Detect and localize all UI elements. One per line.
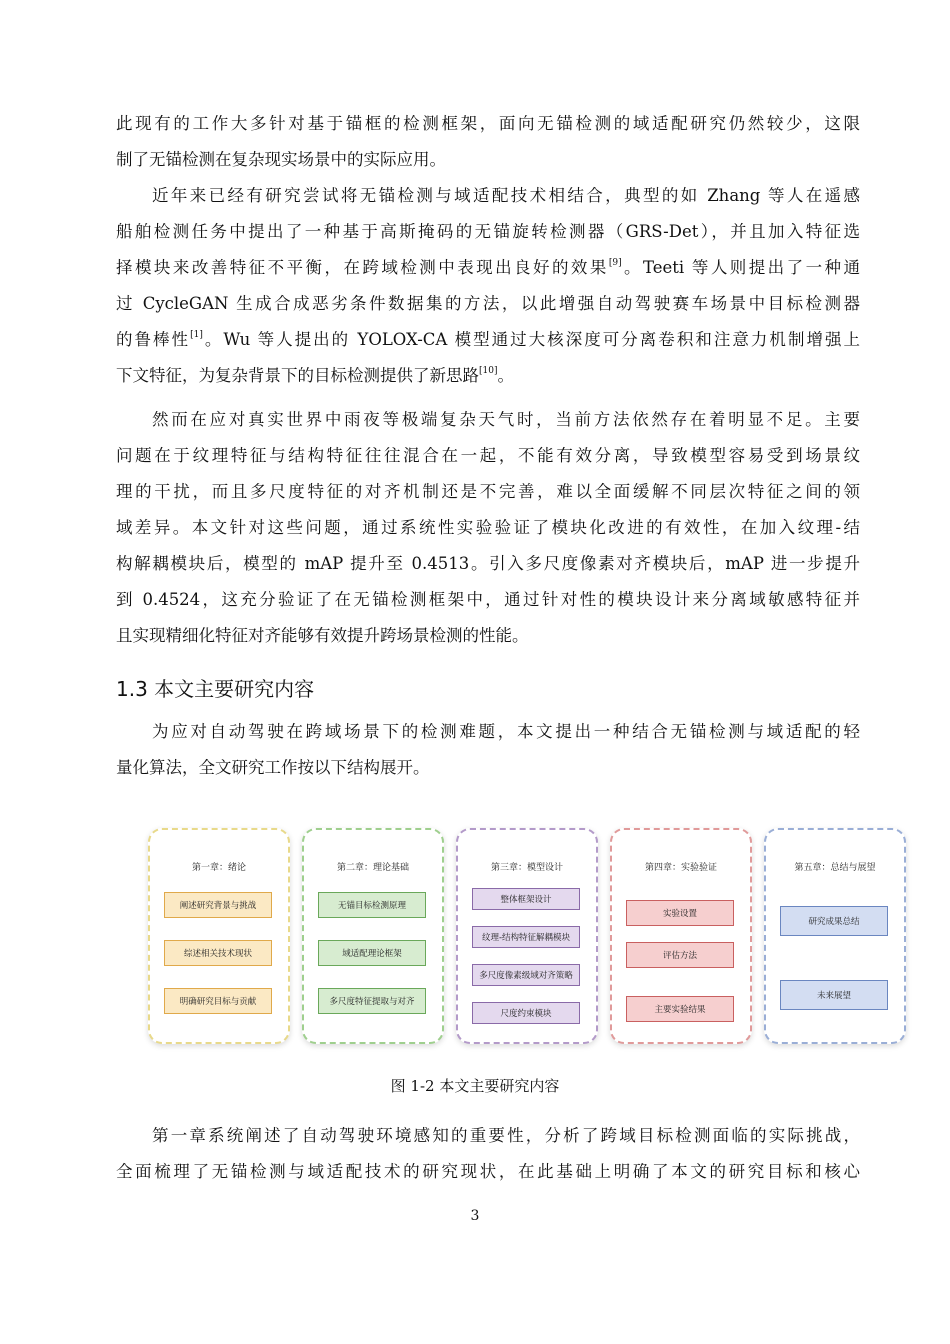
text-segment: 。Teeti 等人则提出了一种通 — [621, 258, 861, 277]
text-line — [116, 358, 860, 394]
citation-ref[interactable]: [9] — [608, 258, 622, 268]
text-line: 制了无锚检测在复杂现实场景中的实际应用。 — [116, 150, 446, 169]
chapter-item: 域适配理论框架 — [318, 940, 426, 966]
text-line: 此现有的工作大多针对基于锚框的检测框架，面向无锚检测的域适配研究仍然较少，这限 — [116, 114, 860, 133]
text-line: 构解耦模块后，模型的 mAP 提升至 0.4513。引入多尺度像素对齐模块后，mAP 进一步提升 — [116, 554, 860, 573]
chapter-column-2 — [302, 828, 444, 1044]
chapter-column-3 — [456, 828, 598, 1044]
chapter-item: 研究成果总结 — [780, 906, 888, 936]
text-segment: 择模块来改善特征不平衡，在跨域检测中表现出良好的效果 — [116, 258, 609, 277]
chapter-title: 第二章：理论基础 — [336, 863, 409, 873]
chapter-item: 纹理-结构特征解耦模块 — [472, 926, 580, 948]
chapter-column-4 — [610, 828, 752, 1044]
citation-ref[interactable]: [10] — [479, 366, 498, 376]
section-heading: 1.3 本文主要研究内容 — [116, 677, 315, 701]
text-line: 全面梳理了无锚检测与域适配技术的研究现状，在此基础上明确了本文的研究目标和核心 — [116, 1162, 860, 1181]
chapter-column-1 — [148, 828, 290, 1044]
chapter-item: 尺度约束模块 — [472, 1002, 580, 1024]
chapter-item: 实验设置 — [626, 900, 734, 926]
text-line: 且实现精细化特征对齐能够有效提升跨场景检测的性能。 — [116, 626, 529, 645]
text-line: 过 CycleGAN 生成合成恶劣条件数据集的方法，以此增强自动驾驶赛车场景中目标检测器 — [116, 294, 860, 313]
text-segment: 下文特征，为复杂背景下的目标检测提供了新思路 — [116, 366, 479, 385]
text-line: 量化算法，全文研究工作按以下结构展开。 — [116, 758, 430, 777]
text-segment: 。 — [497, 366, 514, 385]
chapter-item: 主要实验结果 — [626, 996, 734, 1022]
paragraph-1 — [116, 106, 860, 178]
page-number: 3 — [470, 1208, 480, 1224]
chapter-title: 第五章：总结与展望 — [794, 863, 876, 873]
chapter-item: 多尺度像素级域对齐策略 — [472, 964, 580, 986]
text-line: 域差异。本文针对这些问题，通过系统性实验验证了模块化改进的有效性，在加入纹理-结 — [116, 518, 860, 537]
text-segment: 的鲁棒性 — [116, 330, 191, 349]
text-line — [116, 250, 860, 286]
text-line: 近年来已经有研究尝试将无锚检测与域适配技术相结合，典型的如 Zhang 等人在遥感 — [152, 186, 860, 205]
chapter-title: 第三章：模型设计 — [490, 863, 563, 873]
text-line: 理的干扰，而且多尺度特征的对齐机制还是不完善，难以全面缓解不同层次特征之间的领 — [116, 482, 860, 501]
paragraph-3 — [116, 402, 860, 654]
chapter-item: 阐述研究背景与挑战 — [164, 892, 272, 918]
chapter-item: 多尺度特征提取与对齐 — [318, 988, 426, 1014]
chapter-item: 评估方法 — [626, 942, 734, 968]
research-structure-figure — [148, 822, 902, 1048]
paragraph-5 — [116, 1118, 860, 1190]
text-line: 然而在应对真实世界中雨夜等极端复杂天气时，当前方法依然存在着明显不足。主要 — [152, 410, 860, 429]
text-line: 第一章系统阐述了自动驾驶环境感知的重要性，分析了跨域目标检测面临的实际挑战， — [152, 1126, 860, 1145]
paragraph-2 — [116, 178, 860, 394]
chapter-column-5 — [764, 828, 906, 1044]
paragraph-4 — [116, 714, 860, 786]
chapter-title: 第四章：实验验证 — [644, 863, 717, 873]
text-segment: 。Wu 等人提出的 YOLOX-CA 模型通过大核深度可分离卷积和注意力机制增强上 — [202, 330, 861, 349]
chapter-item: 未来展望 — [780, 980, 888, 1010]
chapter-item: 无锚目标检测原理 — [318, 892, 426, 918]
chapter-item: 整体框架设计 — [472, 888, 580, 910]
chapter-title: 第一章：绪论 — [191, 863, 246, 873]
chapter-item: 明确研究目标与贡献 — [164, 988, 272, 1014]
chapter-item: 综述相关技术现状 — [164, 940, 272, 966]
text-line: 船舶检测任务中提出了一种基于高斯掩码的无锚旋转检测器（GRS-Det），并且加入特征选 — [116, 222, 860, 241]
citation-ref[interactable]: [1] — [190, 330, 203, 340]
figure-caption: 图 1-2 本文主要研究内容 — [390, 1077, 560, 1095]
text-line: 到 0.4524，这充分验证了在无锚检测框架中，通过针对性的模块设计来分离域敏感特征并 — [116, 590, 860, 609]
text-line: 为应对自动驾驶在跨域场景下的检测难题，本文提出一种结合无锚检测与域适配的轻 — [152, 722, 860, 741]
text-line: 问题在于纹理特征与结构特征往往混合在一起，不能有效分离，导致模型容易受到场景纹 — [116, 446, 860, 465]
text-line — [116, 322, 860, 358]
